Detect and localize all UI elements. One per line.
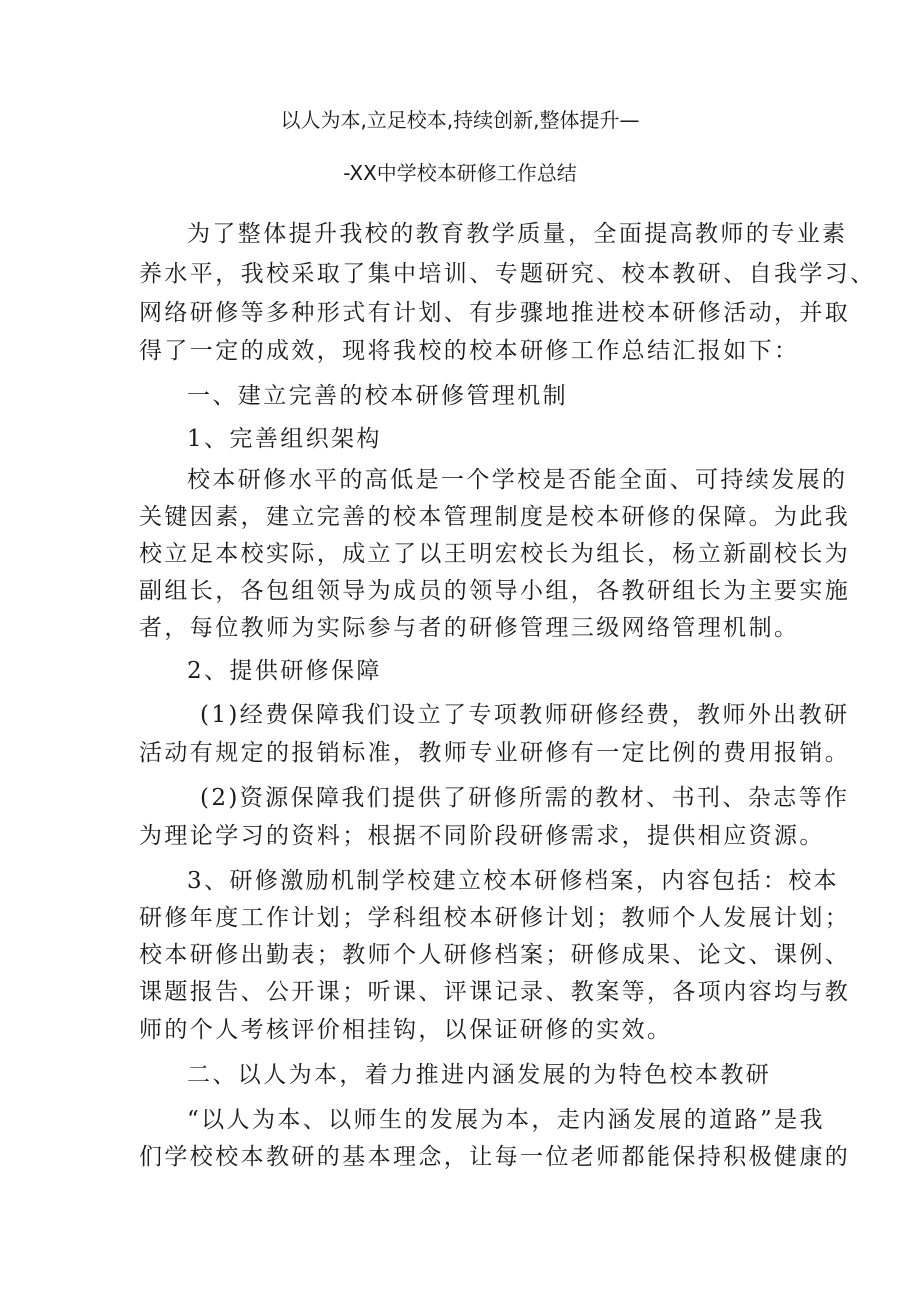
paragraph-line: 者，每位教师为实际参与者的研修管理三级网络管理机制。 [139,615,800,641]
paragraph-line: 为了整体提升我校的教育教学质量，全面提高教师的专业素 [187,221,848,247]
paragraph-line: “以人为本、以师生的发展为本，走内涵发展的道路”是我 [187,1107,825,1133]
paragraph-line: 网络研修等多种形式有计划、有步骤地推进校本研修活动，并取 [139,300,851,326]
paragraph-line: 副组长，各包组领导为成员的领导小组，各教研组长为主要实施 [139,578,851,604]
subsection-heading: 2、提供研修保障 [187,658,382,684]
paragraph-line: 3、研修激励机制学校建立校本研修档案，内容包括：校本 [187,868,840,894]
paragraph-line: 关键因素，建立完善的校本管理制度是校本研修的保障。为此我 [139,504,851,530]
paragraph-line: 校本研修水平的高低是一个学校是否能全面、可持续发展的 [187,467,848,493]
paragraph-line: 为理论学习的资料；根据不同阶段研修需求，提供相应资源。 [139,823,825,849]
paragraph-line: (2)资源保障我们提供了研修所需的教材、书刊、杂志等作 [200,785,850,811]
document-title-line-1: 以人为本,立足校本,持续创新,整体提升— [280,108,640,132]
section-heading: 二、以人为本，着力推进内涵发展的为特色校本教研 [187,1062,772,1088]
paragraph-line: 活动有规定的报销标准，教师专业研修有一定比例的费用报销。 [139,740,851,766]
paragraph-line: 师的个人考核评价相挂钩，以保证研修的实效。 [139,1017,673,1043]
paragraph-line: 得了一定的成效，现将我校的校本研修工作总结汇报如下： [139,338,800,364]
document-title-line-2: -XX中学校本研修工作总结 [343,161,577,185]
paragraph-line: 校本研修出勤表；教师个人研修档案；研修成果、论文、课例、 [139,942,851,968]
paragraph-line: 校立足本校实际，成立了以王明宏校长为组长，杨立新副校长为 [139,541,851,567]
paragraph-line: 研修年度工作计划；学科组校本研修计划；教师个人发展计划； [139,905,851,931]
paragraph-line: 们学校校本教研的基本理念，让每一位老师都能保持积极健康的 [139,1144,851,1170]
paragraph-line: (1)经费保障我们设立了专项教师研修经费，教师外出教研 [200,702,850,728]
section-heading: 一、建立完善的校本研修管理机制 [187,383,568,409]
paragraph-line: 养水平，我校采取了集中培训、专题研究、校本教研、自我学习、 [139,261,876,287]
paragraph-line: 课题报告、公开课；听课、评课记录、教案等，各项内容均与教 [139,979,851,1005]
subsection-heading: 1、完善组织架构 [187,426,382,452]
